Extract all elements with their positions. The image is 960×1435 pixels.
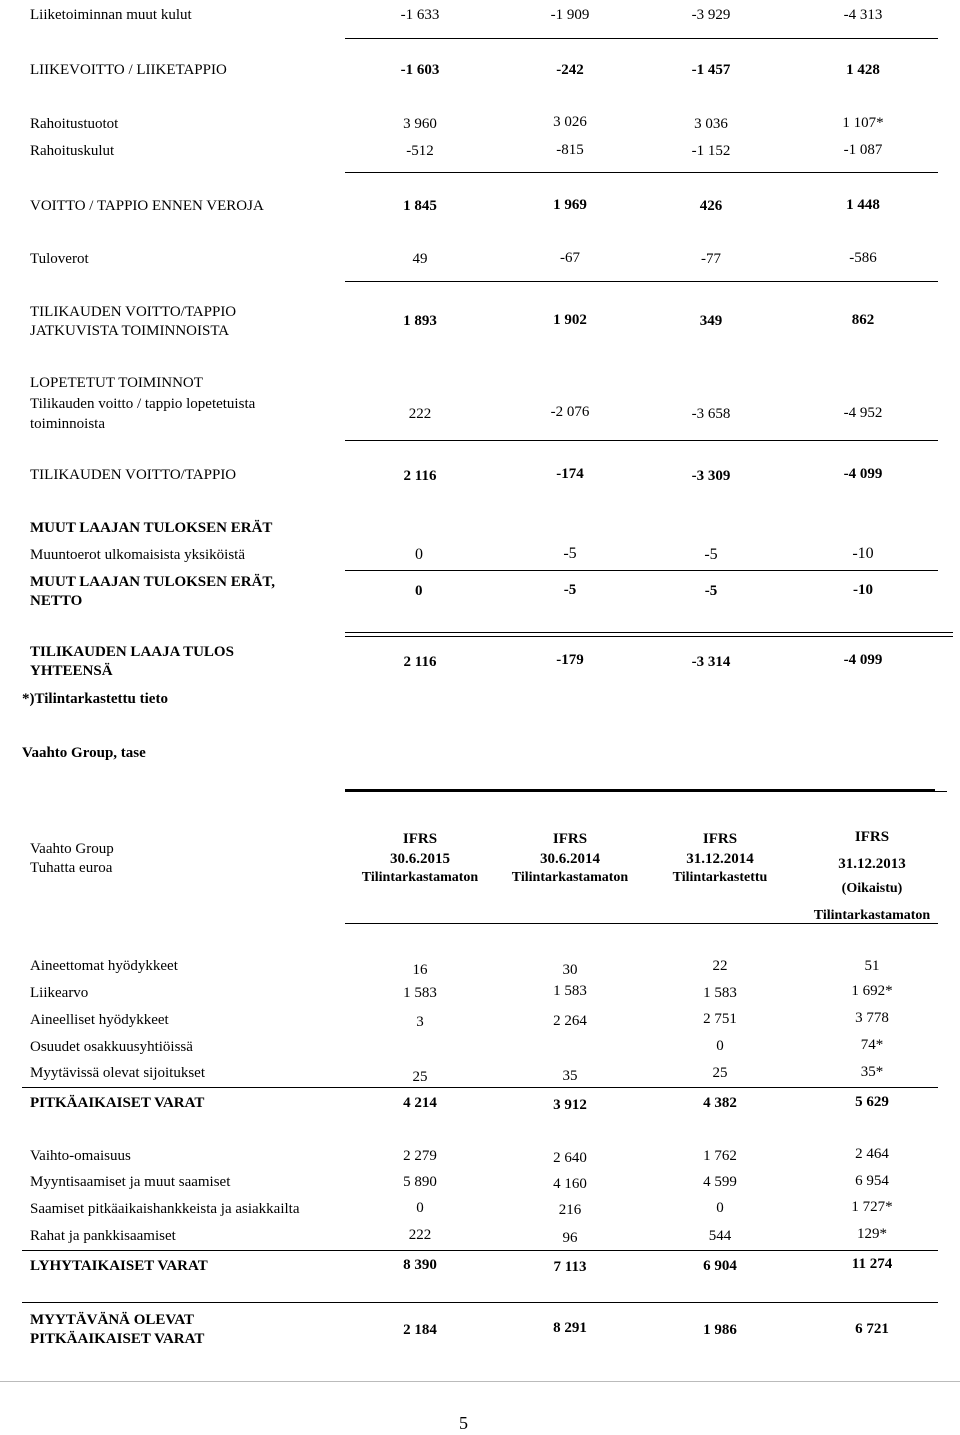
value-cell: 1 583 xyxy=(703,985,737,1001)
value-cell: 0 xyxy=(415,583,423,599)
column-date: 30.6.2014 xyxy=(540,851,600,867)
column-note: Tilintarkastettu xyxy=(672,870,768,885)
header-rule-tail xyxy=(935,791,947,792)
value-cell: 1 845 xyxy=(403,198,437,214)
value-cell: 2 116 xyxy=(403,654,437,670)
divider xyxy=(22,1302,938,1303)
row-label-line1: Tilikauden voitto / tappio lopetetuista xyxy=(30,396,256,412)
header-underline xyxy=(645,923,938,924)
row-label: Tuloverot xyxy=(30,251,89,267)
value-cell: 4 214 xyxy=(403,1095,437,1111)
value-cell: 51 xyxy=(864,958,880,974)
value-cell: -3 658 xyxy=(691,406,731,422)
value-cell: 3 036 xyxy=(694,116,728,132)
column-note: Tilintarkastamaton xyxy=(813,908,931,923)
value-cell: 2 751 xyxy=(703,1011,737,1027)
divider xyxy=(345,172,938,173)
value-cell: 5 890 xyxy=(403,1174,437,1190)
row-label-line1: TILIKAUDEN VOITTO/TAPPIO xyxy=(30,304,237,320)
company-name: Vaahto Group xyxy=(30,841,114,857)
value-cell: -1 909 xyxy=(550,7,590,23)
header-underline xyxy=(345,923,645,924)
value-cell: 25 xyxy=(412,1069,428,1085)
divider xyxy=(345,281,938,282)
column-std: IFRS xyxy=(402,831,438,847)
value-cell: 35 xyxy=(562,1068,578,1084)
value-cell: -1 152 xyxy=(691,143,731,159)
value-cell: -174 xyxy=(556,466,584,482)
value-cell: 4 382 xyxy=(703,1095,737,1111)
row-label: Rahoituskulut xyxy=(30,143,115,159)
value-cell: -1 633 xyxy=(400,7,440,23)
value-cell: 222 xyxy=(408,406,432,422)
value-cell: 1 986 xyxy=(703,1322,737,1338)
value-cell: 22 xyxy=(712,958,728,974)
row-label: PITKÄAIKAISET VARAT xyxy=(30,1095,205,1111)
value-cell: 8 291 xyxy=(553,1320,587,1336)
row-label-line2: NETTO xyxy=(30,593,83,609)
value-cell: 2 464 xyxy=(855,1146,889,1162)
value-cell: 5 629 xyxy=(855,1094,889,1110)
row-label-line2: PITKÄAIKAISET VARAT xyxy=(30,1331,205,1347)
row-label: Saamiset pitkäaikaishankkeista ja asiakkailta xyxy=(30,1201,300,1217)
row-label: Liiketoiminnan muut kulut xyxy=(30,7,192,23)
column-std: IFRS xyxy=(702,831,738,847)
divider xyxy=(345,440,938,441)
page-number: 5 xyxy=(459,1413,468,1433)
value-cell: 349 xyxy=(699,313,723,329)
value-cell: -1 457 xyxy=(691,62,731,78)
row-label: Myytävissä olevat sijoitukset xyxy=(30,1065,205,1081)
value-cell: -815 xyxy=(556,142,584,158)
value-cell: -586 xyxy=(849,250,877,266)
unit-label: Tuhatta euroa xyxy=(30,860,113,876)
divider xyxy=(345,570,938,571)
value-cell: 49 xyxy=(412,251,428,267)
value-cell: 3 xyxy=(416,1014,424,1030)
row-label-line2: toiminnoista xyxy=(30,416,105,432)
value-cell: 1 762 xyxy=(703,1148,737,1164)
value-cell: 544 xyxy=(708,1228,732,1244)
row-label: Rahat ja pankkisaamiset xyxy=(30,1228,176,1244)
divider xyxy=(345,38,938,39)
header-rule xyxy=(345,789,935,792)
value-cell: -512 xyxy=(406,143,434,159)
value-cell: 96 xyxy=(562,1230,578,1246)
value-cell: 0 xyxy=(716,1038,724,1054)
row-label: Liikearvo xyxy=(30,985,89,1001)
value-cell: 216 xyxy=(558,1202,582,1218)
column-note: Tilintarkastamaton xyxy=(511,870,629,885)
section-heading: MUUT LAAJAN TULOKSEN ERÄT xyxy=(30,520,273,536)
value-cell: 35* xyxy=(860,1064,884,1080)
value-cell: -5 xyxy=(563,545,577,562)
value-cell: 3 912 xyxy=(553,1097,587,1113)
value-cell: 2 184 xyxy=(403,1322,437,1338)
row-label: Osuudet osakkuusyhtiöissä xyxy=(30,1039,193,1055)
row-label: LIIKEVOITTO / LIIKETAPPIO xyxy=(30,62,227,78)
section-heading: LOPETETUT TOIMINNOT xyxy=(30,375,203,391)
value-cell: -77 xyxy=(701,251,721,267)
column-sub: (Oikaistu) xyxy=(841,881,903,896)
value-cell: 2 264 xyxy=(553,1013,587,1029)
divider xyxy=(22,1087,938,1088)
row-label: Aineelliset hyödykkeet xyxy=(30,1012,169,1028)
value-cell: -3 314 xyxy=(691,654,731,670)
row-label: LYHYTAIKAISET VARAT xyxy=(30,1258,208,1274)
value-cell: -10 xyxy=(852,545,874,562)
value-cell: 1 893 xyxy=(403,313,437,329)
value-cell: 1 107* xyxy=(842,115,884,131)
value-cell: -242 xyxy=(556,62,584,78)
value-cell: 862 xyxy=(851,312,875,328)
value-cell: -2 076 xyxy=(550,404,590,420)
value-cell: 3 778 xyxy=(855,1010,889,1026)
row-label: VOITTO / TAPPIO ENNEN VEROJA xyxy=(30,198,264,214)
column-note: Tilintarkastamaton xyxy=(361,870,479,885)
value-cell: 4 160 xyxy=(553,1176,587,1192)
column-date: 31.12.2014 xyxy=(686,851,754,867)
value-cell: 1 727* xyxy=(851,1199,893,1215)
value-cell: -4 952 xyxy=(843,405,883,421)
divider xyxy=(22,1250,938,1251)
value-cell: 1 583 xyxy=(403,985,437,1001)
value-cell: 2 116 xyxy=(403,468,437,484)
value-cell: -10 xyxy=(853,582,873,598)
value-cell: 1 448 xyxy=(846,197,880,213)
value-cell: -1 603 xyxy=(400,62,440,78)
balance-title: Vaahto Group, tase xyxy=(22,745,146,761)
value-cell: -3 309 xyxy=(691,468,731,484)
row-label: Aineettomat hyödykkeet xyxy=(30,958,178,974)
value-cell: -4 099 xyxy=(843,466,883,482)
row-label-line1: TILIKAUDEN LAAJA TULOS xyxy=(30,644,234,660)
value-cell: 1 583 xyxy=(553,983,587,999)
value-cell: 129* xyxy=(857,1226,887,1242)
double-divider xyxy=(345,632,953,637)
row-label-line1: MYYTÄVÄNÄ OLEVAT xyxy=(30,1312,195,1328)
value-cell: -5 xyxy=(563,582,577,598)
value-cell: -1 087 xyxy=(843,142,883,158)
value-cell: -4 099 xyxy=(843,652,883,668)
value-cell: 16 xyxy=(412,962,428,978)
column-std: IFRS xyxy=(854,829,890,845)
column-date: 30.6.2015 xyxy=(390,851,450,867)
value-cell: 3 026 xyxy=(553,114,587,130)
page-bottom-rule xyxy=(0,1381,960,1382)
value-cell: 3 960 xyxy=(403,116,437,132)
value-cell: 426 xyxy=(699,198,723,214)
value-cell: 30 xyxy=(562,962,578,978)
row-label: Vaihto-omaisuus xyxy=(30,1148,131,1164)
value-cell: -5 xyxy=(704,546,718,563)
value-cell: 74* xyxy=(860,1037,884,1053)
value-cell: 8 390 xyxy=(403,1257,437,1273)
value-cell: -3 929 xyxy=(691,7,731,23)
value-cell: 2 640 xyxy=(553,1150,587,1166)
value-cell: 6 954 xyxy=(855,1173,889,1189)
value-cell: -67 xyxy=(560,250,580,266)
value-cell: -5 xyxy=(704,583,718,599)
column-std: IFRS xyxy=(552,831,588,847)
row-label-line1: MUUT LAAJAN TULOKSEN ERÄT, xyxy=(30,574,276,590)
row-label-line2: YHTEENSÄ xyxy=(30,663,113,679)
value-cell: -4 313 xyxy=(843,7,883,23)
value-cell: 222 xyxy=(408,1227,432,1243)
row-label-line2: JATKUVISTA TOIMINNOISTA xyxy=(30,323,230,339)
value-cell: 7 113 xyxy=(553,1259,587,1275)
value-cell: 0 xyxy=(415,546,423,563)
row-label: TILIKAUDEN VOITTO/TAPPIO xyxy=(30,467,237,483)
value-cell: 1 969 xyxy=(553,197,587,213)
value-cell: 6 904 xyxy=(703,1258,737,1274)
row-label: Muuntoerot ulkomaisista yksiköistä xyxy=(30,547,245,563)
value-cell: 1 428 xyxy=(846,62,880,78)
value-cell: -179 xyxy=(556,652,584,668)
value-cell: 1 902 xyxy=(553,312,587,328)
value-cell: 1 692* xyxy=(851,983,893,999)
value-cell: 2 279 xyxy=(403,1148,437,1164)
row-label: Rahoitustuotot xyxy=(30,116,119,132)
value-cell: 4 599 xyxy=(703,1174,737,1190)
value-cell: 11 274 xyxy=(851,1256,893,1272)
value-cell: 6 721 xyxy=(855,1321,889,1337)
value-cell: 0 xyxy=(716,1200,724,1216)
footnote: *)Tilintarkastettu tieto xyxy=(22,691,168,707)
column-date: 31.12.2013 xyxy=(838,856,906,872)
value-cell: 0 xyxy=(416,1200,424,1216)
row-label: Myyntisaamiset ja muut saamiset xyxy=(30,1174,231,1190)
value-cell: 25 xyxy=(712,1065,728,1081)
